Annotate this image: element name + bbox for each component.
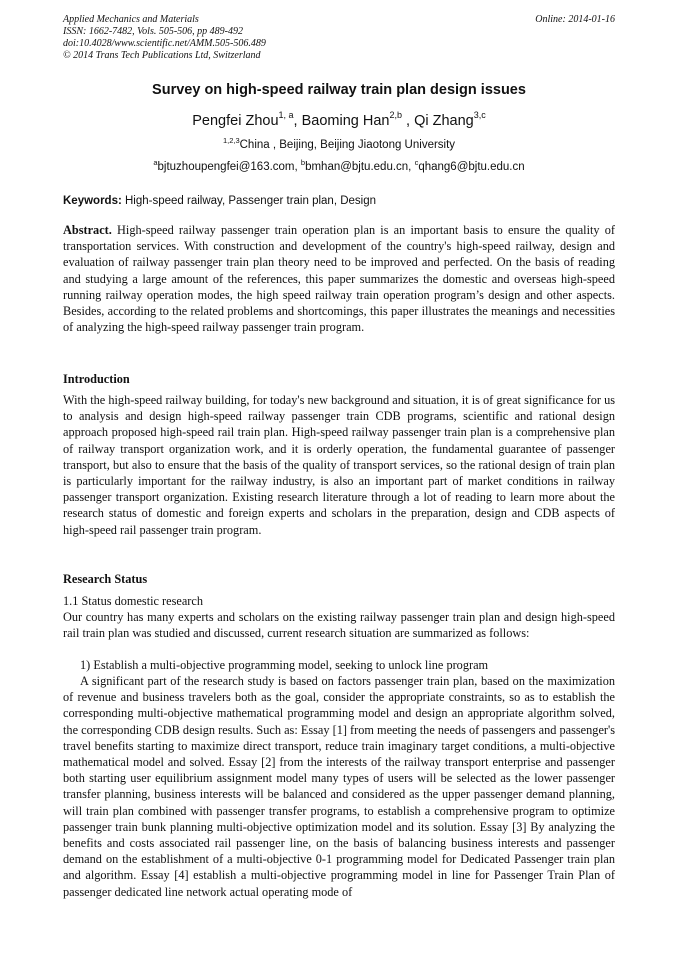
doi-line: doi:10.4028/www.scientific.net/AMM.505-506.489	[63, 38, 266, 49]
email-superscript: b	[300, 158, 306, 167]
author-superscript: 2,b	[389, 110, 402, 120]
online-date: Online: 2014-01-16	[535, 14, 615, 25]
journal-name: Applied Mechanics and Materials	[63, 14, 199, 25]
section-heading-introduction: Introduction	[63, 372, 130, 386]
research-detail-paragraph: A significant part of the research study is based on factors passenger train plan, based on the maximization of revenue and business travelers both as the goal, consider the appropriate constraints, so as to establish the corresponding multi-objective mathematical programming model and design an appropriate algorithm solved, the corresponding CDB design results. Such as: Essay [1] from meeting the needs of passengers and passenger's travel benefits starting to maximize direct transport, reduce train imaginary target conditions, a multi-objective mathematical model and solved. Essay [2] from the interests of the railway transport enterprise and passenger both starting user equilibrium assignment model many types of users will be selected as the lower passenger transfer planning, business interests will be balanced and considered as the upper passenger demand planning, will train plan combined with passenger transfer programs, to establish a comprehensive program to optimize passenger train bunk planning multi-objective optimization model and its solution. Essay [3] By analyzing the benefits and costs associated rail passenger line, on the basis of balancing business interests and passenger demand on the establishment of a multi-objective 0-1 programming model for Dedicated Passenger train plan and algorithm. Essay [4] establish a multi-objective programming model in line for Passenger Train Plan of passenger dedicated line network actual operating mode of	[63, 674, 615, 899]
keywords	[63, 193, 615, 209]
section-heading-research-status: Research Status	[63, 572, 148, 586]
email-address: bmhan@bjtu.edu.cn,	[305, 161, 412, 173]
list-item: 1) Establish a multi-objective programming model, seeking to unlock line program	[80, 658, 489, 672]
email-list	[0, 159, 678, 175]
author-name: Qi Zhang	[414, 113, 474, 129]
issn-line: ISSN: 1662-7482, Vols. 505-506, pp 489-492	[63, 26, 243, 37]
affiliation	[0, 137, 678, 153]
affiliation-superscript: 1,2,3	[222, 136, 240, 145]
author-name: Pengfei Zhou	[192, 113, 279, 129]
email-superscript: a	[153, 158, 158, 167]
introduction-paragraph: With the high-speed railway building, for today's new background and situation, it is of great significance for us to analysis and design high-speed railway passenger train CDB programs, scientific and rational design approach proposed high-speed rail train plan. High-speed railway passenger train plan is a comprehensive plan of railway transport organization work, and it is orderly operation, the fundamental guarantee of passenger transport, but also to ensure that the basis of the quality of transport services, so the rational design of train plan is particularly important for the railway industry, is also an important part of market conditions in railway passenger transport organization. Existing research literature through a lot of reading to learn more about the research status of domestic and foreign experts and scholars in the preparation, design and CDB aspects of high-speed rail passenger train program.	[63, 393, 615, 537]
author-list: Pengfei Zhou$^{1, a}$, Baoming Han$^{2,b}$ , Qi Zhang$^{3,c}$	[192, 110, 486, 129]
keywords-label: Keywords:	[63, 195, 122, 207]
paper-title: Survey on high-speed railway train plan design issues	[152, 82, 526, 98]
email-superscript: c	[414, 158, 419, 167]
author-superscript: 1, a	[278, 110, 294, 120]
email-address: bjtuzhoupengfei@163.com,	[157, 161, 298, 173]
email-address: qhang6@bjtu.edu.cn	[418, 161, 525, 173]
research-status-paragraph: Our country has many experts and scholars on the existing railway passenger train plan and design high-speed rail train plan was studied and discussed, current research situation are summarized as follows:	[63, 610, 615, 641]
subsection-heading: 1.1 Status domestic research	[63, 594, 204, 608]
abstract-text: High-speed railway passenger train operation plan is an important basis to ensure the quality of transportation services. With construction and development of the country's high-speed railway, design and evaluation of railway passenger train plan theory need to be improved and perfected. On the basis of reading and studying a large amount of the references, this paper summarizes the domestic and overseas high-speed running railway operation modes, the high speed railway train operation program’s design and other aspects. Besides, according to the related problems and shortcomings, this paper illustrates the meanings and necessities of analyzing the high-speed railway passenger train program.	[63, 223, 615, 335]
abstract	[63, 222, 615, 335]
affiliation-text: China , Beijing, Beijing Jiaotong University	[239, 139, 456, 151]
author-superscript: 3,c	[473, 110, 486, 120]
keywords-text: High-speed railway, Passenger train plan, Design	[125, 195, 377, 207]
abstract-label: Abstract.	[63, 223, 112, 237]
author-name: Baoming Han	[301, 113, 390, 129]
journal-header	[63, 14, 615, 62]
copyright-line: © 2014 Trans Tech Publications Ltd, Switzerland	[63, 50, 261, 61]
